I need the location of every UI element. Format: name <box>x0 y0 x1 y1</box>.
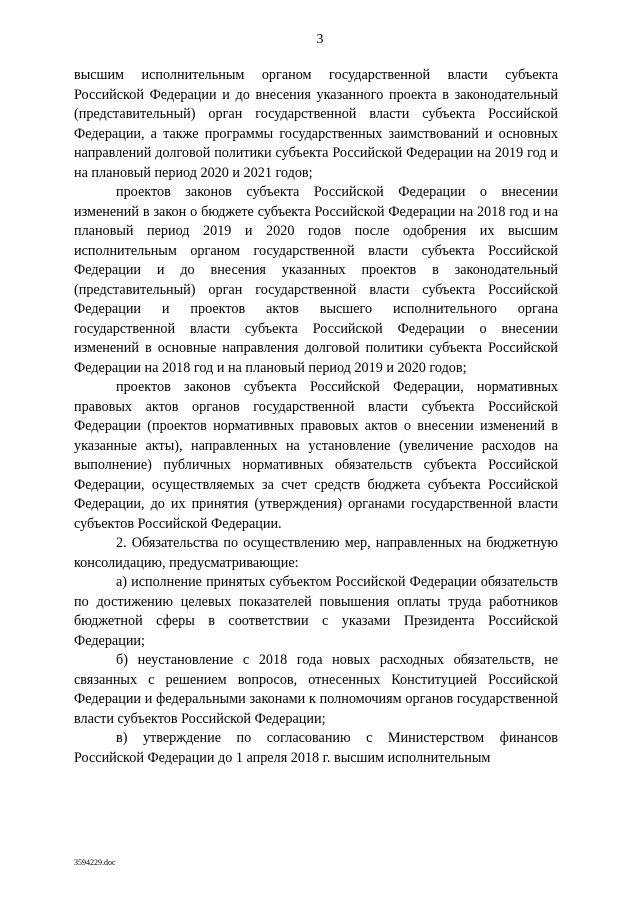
document-filename: 3594229.doc <box>74 858 116 867</box>
paragraph-2: проектов законов субъекта Российской Федерации о внесении изменений в закон о бюджете субъекта Российской Федерации на 2018 год и на плановый период 2019 и 2020 годов после одобрения их высшим исполнительным органом государственной власти субъекта Российской Федерации и до внесения указанных проектов в законодательный (представительный) орган государственной власти субъекта Российской Федерации и проектов актов высшего исполнительного органа государственной власти субъекта Российской Федерации о внесении изменений в основные направления долговой политики субъекта Российской Федерации на 2018 год и на плановый период 2019 и 2020 годов; <box>74 184 558 376</box>
paragraph-3: проектов законов субъекта Российской Федерации, нормативных правовых актов органов государственной власти субъекта Российской Федерации (проектов нормативных правовых актов о внесении изменений в указанные акты), направленных на установление (увеличение расходов на выполнение) публичных нормативных обязательств субъекта Российской Федерации, осуществляемых за счет средств бюджета субъекта Российской Федерации, до их принятия (утверждения) органами государственной власти субъектов Российской Федерации. <box>74 379 558 532</box>
page-number: 3 <box>316 32 324 47</box>
paragraph-7: в) утверждение по согласованию с Министерством финансов Российской Федерации до 1 апреля 2018 г. высшим исполнительным <box>74 730 558 766</box>
paragraph-1: высшим исполнительным органом государственной власти субъекта Российской Федерации и до внесения указанного проекта в законодательный (представительный) орган государственной власти субъекта Российской Федерации, а также программы государственных заимствований и основных направлений долговой политики субъекта Российской Федерации на 2019 год и на плановый период 2020 и 2021 годов; <box>74 67 558 181</box>
paragraph-6: б) неустановление с 2018 года новых расходных обязательств, не связанных с решением вопросов, отнесенных Конституцией Российской Федерации и федеральными законами к полномочиям органов государственной власти субъектов Российской Федерации; <box>74 652 558 727</box>
paragraph-5: а) исполнение принятых субъектом Российской Федерации обязательств по достижению целевых показателей повышения оплаты труда работников бюджетной сферы в соответствии с указами Президента Российской Федерации; <box>74 574 558 649</box>
document-body <box>74 66 558 768</box>
paragraph-4: 2. Обязательства по осуществлению мер, направленных на бюджетную консолидацию, предусматривающие: <box>74 535 558 571</box>
